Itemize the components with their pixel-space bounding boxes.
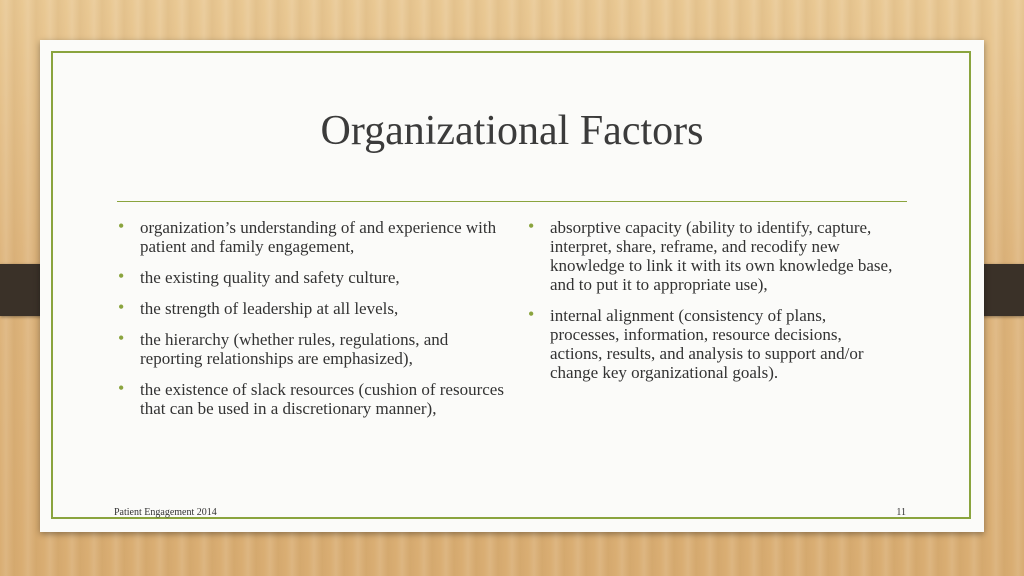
bullet-text: internal alignment (consistency of plans, processes, information, resource decisions, actions, results, and analysis to support and/or change key organizational goals).	[550, 306, 864, 382]
bullet-text: absorptive capacity (ability to identify, capture, interpret, share, reframe, and recodify new knowledge to link it with its own knowledge base, and to put it to appropriate use),	[550, 218, 893, 294]
bullet-icon: •	[118, 328, 125, 348]
bullet-icon: •	[118, 378, 125, 398]
bullet-icon: •	[528, 304, 535, 324]
slide	[40, 40, 984, 532]
bullet-text: organization’s understanding of and experience with patient and family engagement,	[140, 218, 497, 256]
bullet-item	[114, 218, 504, 256]
bullet-text: the existing quality and safety culture,	[140, 268, 400, 287]
bullet-icon: •	[118, 266, 125, 286]
page-number: 11	[896, 507, 906, 518]
bullet-icon: •	[118, 216, 125, 236]
bullet-item	[524, 218, 896, 294]
bullet-item	[524, 306, 896, 382]
bullet-item	[114, 330, 504, 368]
right-bullet-list	[524, 218, 896, 394]
bullet-item	[114, 268, 504, 287]
bullet-icon: •	[528, 216, 535, 236]
bullet-item	[114, 299, 504, 318]
slide-footer: Patient Engagement 2014	[114, 507, 217, 518]
title-divider	[117, 201, 907, 202]
bullet-text: the existence of slack resources (cushion of resources that can be used in a discretionary manner),	[140, 380, 504, 418]
bullet-text: the hierarchy (whether rules, regulations, and reporting relationships are emphasized),	[140, 330, 449, 368]
left-bullet-list	[114, 218, 504, 430]
slide-title: Organizational Factors	[320, 108, 704, 154]
bullet-icon: •	[118, 297, 125, 317]
bullet-text: the strength of leadership at all levels,	[140, 299, 399, 318]
bullet-item	[114, 380, 504, 418]
